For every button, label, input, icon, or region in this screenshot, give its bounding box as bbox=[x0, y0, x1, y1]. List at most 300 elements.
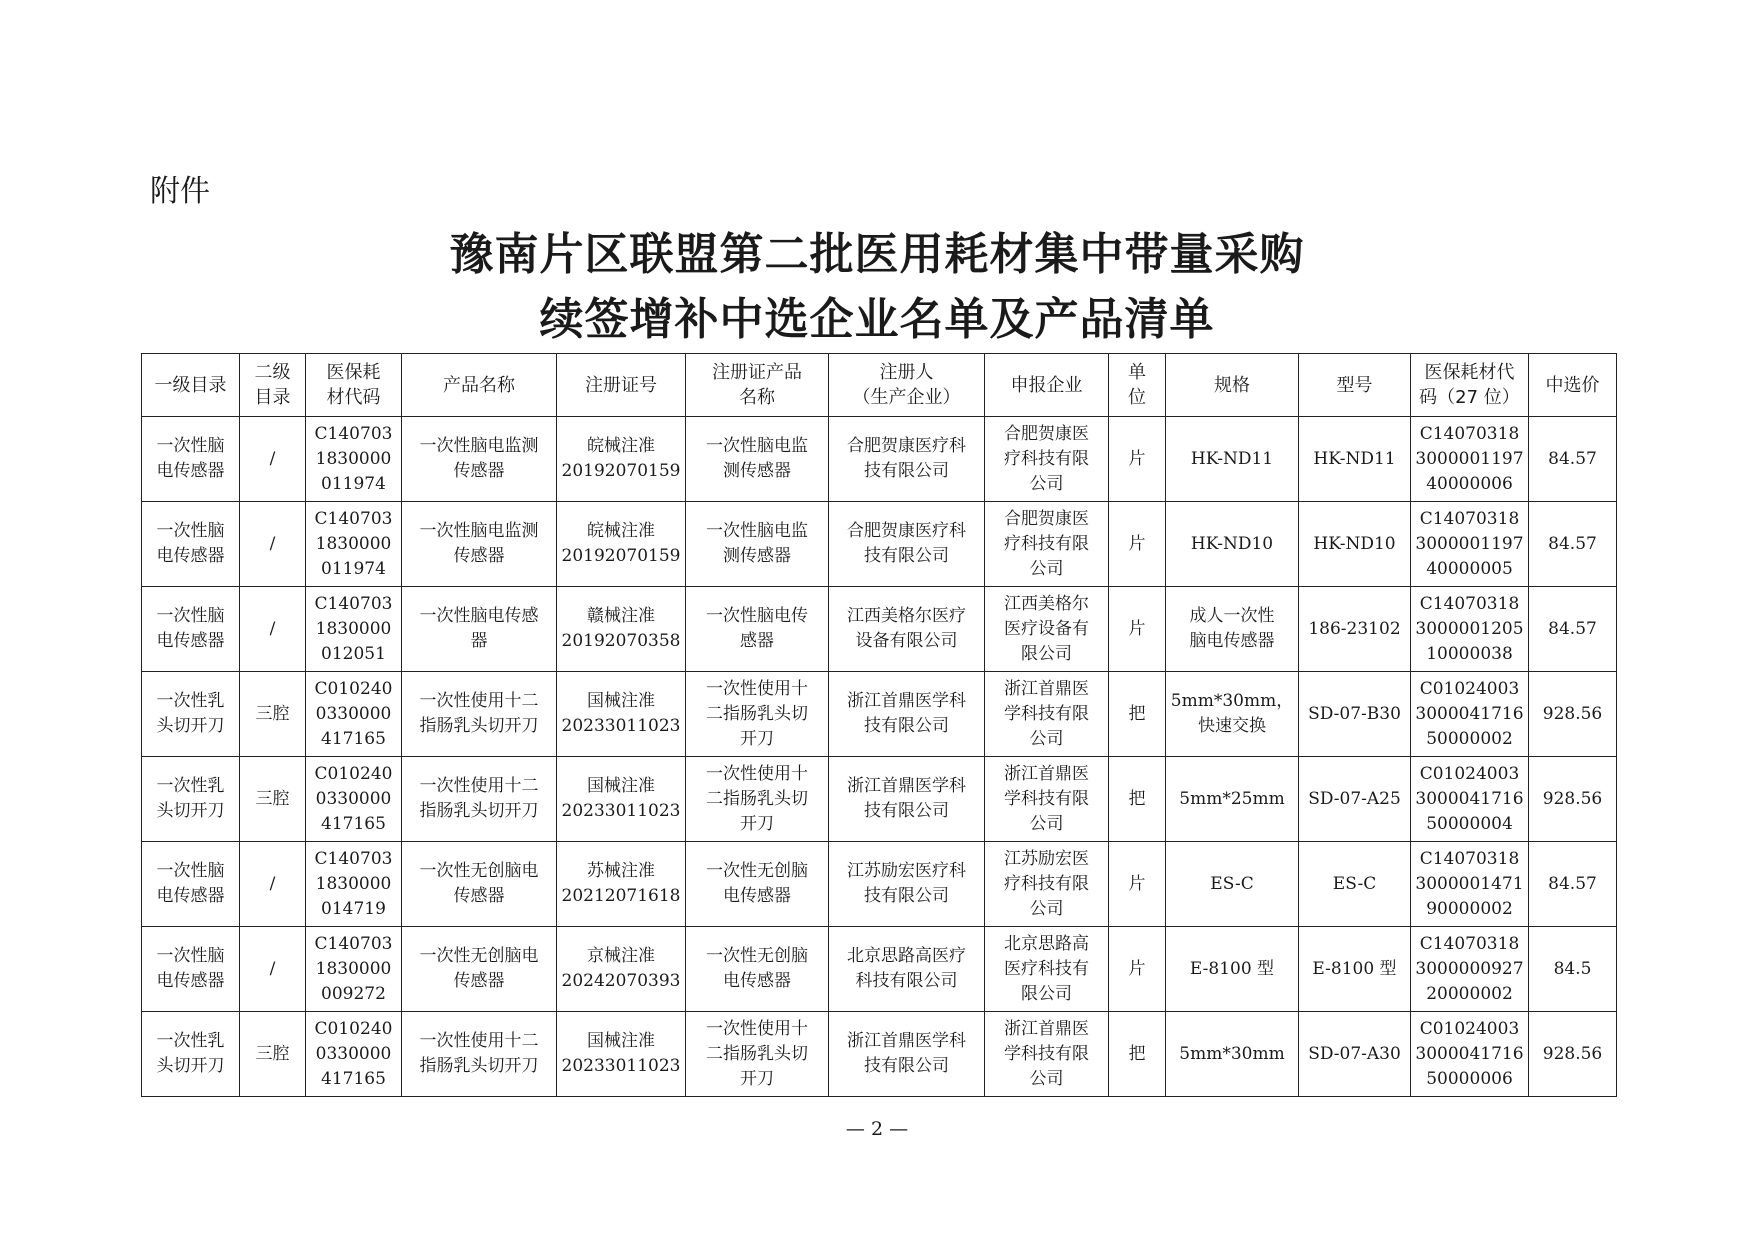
column-header bbox=[829, 354, 985, 417]
cell-line: 传感器 bbox=[453, 971, 505, 991]
cell-line: 码（27 位） bbox=[1419, 387, 1520, 408]
cell-line: 20212071618 bbox=[561, 886, 681, 906]
table-cell bbox=[306, 587, 402, 672]
cell-line: 一次性使用十 bbox=[706, 1018, 808, 1039]
cell-line: 3000001205 bbox=[1415, 618, 1524, 639]
cell-line: 开刀 bbox=[740, 813, 774, 834]
table-cell bbox=[985, 757, 1109, 842]
table-cell bbox=[686, 502, 829, 587]
cell-line: ES-C bbox=[1210, 873, 1254, 894]
cell-line: 一次性脑电传 bbox=[706, 606, 808, 626]
table-cell bbox=[829, 502, 985, 587]
cell-line: 疗科技有限 bbox=[1004, 448, 1089, 469]
cell-line: 规格 bbox=[1214, 374, 1250, 396]
cell-line: 3000000927 bbox=[1415, 958, 1524, 979]
cell-line: 50000006 bbox=[1426, 1068, 1513, 1089]
cell-line: 10000038 bbox=[1426, 643, 1513, 664]
table-cell bbox=[985, 672, 1109, 757]
table-cell bbox=[306, 417, 402, 502]
cell-line: 浙江首鼎医 bbox=[1004, 763, 1089, 784]
cell-line: 电传感器 bbox=[156, 546, 225, 566]
table-cell bbox=[985, 927, 1109, 1012]
cell-line: 传感器 bbox=[453, 546, 505, 566]
table-cell bbox=[985, 587, 1109, 672]
table-row bbox=[142, 927, 1617, 1012]
column-header bbox=[1299, 354, 1411, 417]
cell-line: 一次性脑电监 bbox=[706, 436, 808, 456]
table-cell bbox=[1109, 417, 1166, 502]
table-cell bbox=[686, 757, 829, 842]
table-cell bbox=[1529, 587, 1617, 672]
cell-line: 011974 bbox=[321, 558, 386, 579]
cell-line: 3000001471 bbox=[1415, 873, 1524, 894]
cell-line: 片 bbox=[1128, 618, 1146, 639]
cell-line: 417165 bbox=[321, 813, 386, 834]
table-cell bbox=[240, 417, 306, 502]
cell-line: 一次性无创脑电 bbox=[419, 946, 539, 966]
table-cell bbox=[306, 672, 402, 757]
cell-line: 一次性脑电监测 bbox=[419, 436, 539, 456]
cell-line: 技有限公司 bbox=[864, 546, 949, 566]
cell-line: C01024003 bbox=[1419, 763, 1520, 784]
table-cell bbox=[142, 502, 240, 587]
cell-line: 一次性无创脑 bbox=[706, 946, 808, 966]
table-cell bbox=[985, 502, 1109, 587]
table-cell bbox=[1166, 757, 1299, 842]
table-cell bbox=[1166, 1012, 1299, 1097]
table-body bbox=[142, 417, 1617, 1097]
cell-line: 20233011023 bbox=[561, 716, 681, 736]
cell-line: 皖械注准 bbox=[587, 521, 655, 541]
cell-line: 头切开刀 bbox=[156, 716, 225, 736]
column-header bbox=[240, 354, 306, 417]
cell-line: 二指肠乳头切 bbox=[706, 788, 808, 809]
cell-line: 电传感器 bbox=[156, 886, 225, 906]
cell-line: 测传感器 bbox=[723, 546, 791, 566]
table-cell bbox=[829, 842, 985, 927]
cell-line: 疗科技有限 bbox=[1004, 533, 1089, 554]
cell-line: C140703 bbox=[314, 593, 393, 614]
column-header bbox=[557, 354, 686, 417]
cell-line: 0330000 bbox=[315, 788, 392, 809]
table-cell bbox=[557, 417, 686, 502]
cell-line: C01024003 bbox=[1419, 1018, 1520, 1039]
cell-line: 头切开刀 bbox=[156, 801, 225, 821]
table-cell bbox=[1109, 672, 1166, 757]
table-cell bbox=[402, 672, 557, 757]
table-cell bbox=[402, 587, 557, 672]
cell-line: SD-07-B30 bbox=[1308, 703, 1401, 724]
cell-line: 一次性乳 bbox=[156, 1031, 225, 1051]
cell-line: 一次性无创脑电 bbox=[419, 861, 539, 881]
table-cell bbox=[557, 757, 686, 842]
cell-line: 合肥贺康医 bbox=[1004, 508, 1089, 529]
cell-line: 20242070393 bbox=[561, 971, 681, 991]
cell-line: 技有限公司 bbox=[864, 1056, 949, 1076]
cell-line: 3000001197 bbox=[1415, 448, 1524, 469]
cell-line: 电传感器 bbox=[156, 461, 225, 481]
table-header-row bbox=[142, 354, 1617, 417]
cell-line: C14070318 bbox=[1419, 593, 1520, 614]
page-number: — 2 — bbox=[845, 1118, 909, 1140]
cell-line: 一次性脑电监测 bbox=[419, 521, 539, 541]
cell-line: 1830000 bbox=[315, 533, 392, 554]
cell-line: 公司 bbox=[1029, 558, 1064, 579]
cell-line: 器 bbox=[470, 631, 488, 651]
cell-line: 20192070358 bbox=[561, 631, 681, 651]
table-cell bbox=[1411, 587, 1529, 672]
cell-line: 3000041716 bbox=[1415, 1043, 1524, 1064]
cell-line: E-8100 型 bbox=[1312, 958, 1397, 979]
cell-line: / bbox=[269, 873, 276, 894]
cell-line: 电传感器 bbox=[723, 886, 791, 906]
cell-line: 20192070159 bbox=[561, 546, 681, 566]
table-cell bbox=[557, 1012, 686, 1097]
table-cell bbox=[402, 1012, 557, 1097]
table-cell bbox=[1411, 1012, 1529, 1097]
cell-line: C140703 bbox=[314, 848, 393, 869]
column-header bbox=[1411, 354, 1529, 417]
cell-line: 84.57 bbox=[1548, 618, 1597, 639]
cell-line: 指肠乳头切开刀 bbox=[419, 1056, 539, 1076]
cell-line: 20233011023 bbox=[561, 801, 681, 821]
cell-line: C010240 bbox=[314, 678, 393, 699]
cell-line: 三腔 bbox=[255, 703, 290, 724]
cell-line: 疗科技有限 bbox=[1004, 873, 1089, 894]
cell-line: 3000041716 bbox=[1415, 703, 1524, 724]
table-cell bbox=[306, 1012, 402, 1097]
cell-line: C140703 bbox=[314, 423, 393, 444]
cell-line: 公司 bbox=[1029, 728, 1064, 749]
cell-line: 1830000 bbox=[315, 873, 392, 894]
cell-line: C140703 bbox=[314, 933, 393, 954]
cell-line: 84.57 bbox=[1548, 448, 1597, 469]
table-cell bbox=[240, 502, 306, 587]
cell-line: 注册人 bbox=[879, 362, 934, 383]
table-cell bbox=[686, 417, 829, 502]
table-cell bbox=[1529, 417, 1617, 502]
table-cell bbox=[1411, 672, 1529, 757]
cell-line: 928.56 bbox=[1542, 703, 1603, 724]
cell-line: 一次性使用十 bbox=[706, 763, 808, 784]
cell-line: 1830000 bbox=[315, 448, 392, 469]
cell-line: 科技有限公司 bbox=[855, 971, 958, 991]
cell-line: 3000001197 bbox=[1415, 533, 1524, 554]
cell-line: 感器 bbox=[740, 631, 774, 651]
cell-line: 三腔 bbox=[255, 1043, 290, 1064]
table-cell bbox=[1529, 757, 1617, 842]
cell-line: 一次性使用十二 bbox=[419, 776, 539, 796]
cell-line: 学科技有限 bbox=[1004, 788, 1089, 809]
table-cell bbox=[829, 417, 985, 502]
cell-line: 20000002 bbox=[1426, 983, 1513, 1004]
cell-line: 公司 bbox=[1029, 473, 1064, 494]
table-cell bbox=[1299, 672, 1411, 757]
column-header bbox=[985, 354, 1109, 417]
table-cell bbox=[240, 927, 306, 1012]
table-cell bbox=[1109, 502, 1166, 587]
cell-line: 1830000 bbox=[315, 618, 392, 639]
table-cell bbox=[557, 672, 686, 757]
cell-line: 申报企业 bbox=[1010, 374, 1083, 396]
table-cell bbox=[1299, 587, 1411, 672]
cell-line: 医疗科技有 bbox=[1004, 958, 1089, 979]
cell-line: 84.5 bbox=[1553, 958, 1592, 979]
cell-line: 40000005 bbox=[1426, 558, 1513, 579]
table-cell bbox=[1299, 757, 1411, 842]
cell-line: 测传感器 bbox=[723, 461, 791, 481]
table-cell bbox=[306, 842, 402, 927]
cell-line: 北京思路高医疗 bbox=[847, 946, 966, 966]
cell-line: 二级 bbox=[254, 362, 291, 383]
column-header bbox=[686, 354, 829, 417]
table-cell bbox=[1109, 1012, 1166, 1097]
cell-line: 0330000 bbox=[315, 1043, 392, 1064]
cell-line: 011974 bbox=[321, 473, 386, 494]
cell-line: 型号 bbox=[1336, 374, 1373, 396]
cell-line: 公司 bbox=[1029, 898, 1064, 919]
cell-line: 一次性脑电传感 bbox=[419, 606, 539, 626]
cell-line: （生产企业） bbox=[852, 387, 961, 408]
table-cell bbox=[1299, 417, 1411, 502]
cell-line: 中选价 bbox=[1545, 374, 1600, 396]
cell-line: 赣械注准 bbox=[587, 606, 655, 626]
cell-line: 技有限公司 bbox=[864, 716, 949, 736]
table-cell bbox=[829, 1012, 985, 1097]
table-cell bbox=[1109, 757, 1166, 842]
table-cell bbox=[402, 927, 557, 1012]
table-row bbox=[142, 502, 1617, 587]
cell-line: 电传感器 bbox=[156, 971, 225, 991]
cell-line: 一次性使用十 bbox=[706, 678, 808, 699]
table-row bbox=[142, 757, 1617, 842]
cell-line: 5mm*25mm bbox=[1179, 788, 1285, 809]
table-cell bbox=[240, 1012, 306, 1097]
table-cell bbox=[402, 757, 557, 842]
table-cell bbox=[686, 1012, 829, 1097]
cell-line: 一次性乳 bbox=[156, 691, 225, 711]
cell-line: 50000004 bbox=[1426, 813, 1513, 834]
cell-line: 注册证产品 bbox=[712, 362, 802, 383]
table-cell bbox=[306, 757, 402, 842]
cell-line: 单 bbox=[1128, 362, 1146, 383]
cell-line: C140703 bbox=[314, 508, 393, 529]
table-cell bbox=[557, 927, 686, 1012]
cell-line: 公司 bbox=[1029, 1068, 1064, 1089]
cell-line: / bbox=[269, 618, 276, 639]
cell-line: 注册证号 bbox=[585, 374, 657, 396]
table-cell bbox=[1109, 587, 1166, 672]
cell-line: 3000041716 bbox=[1415, 788, 1524, 809]
table-cell bbox=[1529, 502, 1617, 587]
cell-line: 片 bbox=[1128, 958, 1146, 979]
cell-line: 设备有限公司 bbox=[855, 631, 958, 651]
table-cell bbox=[1299, 502, 1411, 587]
cell-line: HK-ND11 bbox=[1313, 448, 1396, 469]
table-cell bbox=[1299, 842, 1411, 927]
cell-line: 把 bbox=[1128, 788, 1146, 809]
table-cell bbox=[686, 587, 829, 672]
cell-line: 江西美格尔医疗 bbox=[847, 606, 966, 626]
cell-line: 浙江首鼎医 bbox=[1004, 1018, 1089, 1039]
cell-line: 1830000 bbox=[315, 958, 392, 979]
cell-line: 技有限公司 bbox=[864, 801, 949, 821]
cell-line: HK-ND11 bbox=[1190, 448, 1274, 469]
cell-line: 90000002 bbox=[1426, 898, 1513, 919]
column-header bbox=[1529, 354, 1617, 417]
table-cell bbox=[1529, 1012, 1617, 1097]
cell-line: 20192070159 bbox=[561, 461, 681, 481]
attachment-label: 附件 bbox=[150, 174, 210, 209]
cell-line: C010240 bbox=[314, 1018, 393, 1039]
table-cell bbox=[142, 842, 240, 927]
table-row bbox=[142, 1012, 1617, 1097]
table-cell bbox=[240, 672, 306, 757]
cell-line: 片 bbox=[1128, 533, 1146, 554]
table-cell bbox=[686, 672, 829, 757]
cell-line: 一次性脑 bbox=[156, 521, 225, 541]
table-cell bbox=[1529, 927, 1617, 1012]
table-cell bbox=[402, 417, 557, 502]
table-cell bbox=[1411, 502, 1529, 587]
cell-line: SD-07-A30 bbox=[1308, 1043, 1401, 1064]
table-cell bbox=[142, 1012, 240, 1097]
cell-line: 快速交换 bbox=[1198, 716, 1266, 736]
column-header bbox=[1166, 354, 1299, 417]
cell-line: 材代码 bbox=[326, 387, 381, 408]
table-cell bbox=[1166, 842, 1299, 927]
cell-line: 浙江首鼎医学科 bbox=[847, 1031, 966, 1051]
table-cell bbox=[985, 417, 1109, 502]
cell-line: 技有限公司 bbox=[864, 886, 949, 906]
cell-line: C010240 bbox=[314, 763, 393, 784]
cell-line: 京械注准 bbox=[587, 946, 655, 966]
table-cell bbox=[402, 502, 557, 587]
cell-line: 浙江首鼎医 bbox=[1004, 678, 1089, 699]
cell-line: 一次性使用十二 bbox=[419, 691, 539, 711]
cell-line: 国械注准 bbox=[587, 691, 655, 711]
cell-line: 指肠乳头切开刀 bbox=[419, 801, 539, 821]
cell-line: C14070318 bbox=[1419, 508, 1520, 529]
table-cell bbox=[306, 927, 402, 1012]
cell-line: 传感器 bbox=[453, 886, 505, 906]
cell-line: 0330000 bbox=[315, 703, 392, 724]
cell-line: 一次性乳 bbox=[156, 776, 225, 796]
cell-line: 186-23102 bbox=[1308, 618, 1401, 639]
cell-line: 北京思路高 bbox=[1004, 933, 1089, 954]
table-cell bbox=[1166, 927, 1299, 1012]
table-cell bbox=[240, 757, 306, 842]
cell-line: 传感器 bbox=[453, 461, 505, 481]
cell-line: C14070318 bbox=[1419, 423, 1520, 444]
cell-line: 产品名称 bbox=[443, 374, 515, 396]
cell-line: 公司 bbox=[1029, 813, 1064, 834]
cell-line: 84.57 bbox=[1548, 533, 1597, 554]
cell-line: 一次性无创脑 bbox=[706, 861, 808, 881]
cell-line: 84.57 bbox=[1548, 873, 1597, 894]
cell-line: 皖械注准 bbox=[587, 436, 655, 456]
column-header bbox=[306, 354, 402, 417]
table-cell bbox=[985, 1012, 1109, 1097]
cell-line: 片 bbox=[1128, 873, 1146, 894]
cell-line: 417165 bbox=[321, 728, 386, 749]
cell-line: 开刀 bbox=[740, 728, 774, 749]
cell-line: 限公司 bbox=[1021, 643, 1072, 664]
cell-line: 苏械注准 bbox=[587, 861, 655, 881]
table-cell bbox=[240, 587, 306, 672]
cell-line: 928.56 bbox=[1542, 1043, 1603, 1064]
table-cell bbox=[1166, 502, 1299, 587]
table-cell bbox=[1529, 672, 1617, 757]
table-row bbox=[142, 842, 1617, 927]
cell-line: 成人一次性 bbox=[1189, 606, 1275, 626]
table-cell bbox=[1109, 927, 1166, 1012]
cell-line: 417165 bbox=[321, 1068, 386, 1089]
cell-line: C01024003 bbox=[1419, 678, 1520, 699]
table-cell bbox=[1109, 842, 1166, 927]
cell-line: 医保耗 bbox=[326, 362, 381, 383]
cell-line: 电传感器 bbox=[723, 971, 791, 991]
cell-line: 一次性脑 bbox=[156, 606, 225, 626]
table-cell bbox=[1166, 417, 1299, 502]
cell-line: E-8100 型 bbox=[1189, 958, 1275, 979]
cell-line: ES-C bbox=[1332, 873, 1377, 894]
table-cell bbox=[829, 927, 985, 1012]
table-cell bbox=[142, 587, 240, 672]
table-cell bbox=[142, 672, 240, 757]
table-cell bbox=[1166, 672, 1299, 757]
product-list-table bbox=[141, 353, 1617, 1097]
column-header bbox=[1109, 354, 1166, 417]
cell-line: 一次性脑 bbox=[156, 861, 225, 881]
cell-line: 江西美格尔 bbox=[1004, 593, 1089, 614]
cell-line: 一次性脑 bbox=[156, 436, 225, 456]
cell-line: 指肠乳头切开刀 bbox=[419, 716, 539, 736]
cell-line: 012051 bbox=[321, 643, 386, 664]
cell-line: 开刀 bbox=[740, 1068, 774, 1089]
cell-line: HK-ND10 bbox=[1190, 533, 1274, 554]
table-cell bbox=[142, 927, 240, 1012]
cell-line: 一次性脑电监 bbox=[706, 521, 808, 541]
cell-line: 合肥贺康医疗科 bbox=[847, 521, 966, 541]
cell-line: 50000002 bbox=[1426, 728, 1513, 749]
cell-line: 浙江首鼎医学科 bbox=[847, 776, 966, 796]
table-cell bbox=[1411, 927, 1529, 1012]
cell-line: 把 bbox=[1128, 1043, 1146, 1064]
table-cell bbox=[557, 842, 686, 927]
cell-line: 位 bbox=[1128, 387, 1146, 408]
table-cell bbox=[1411, 757, 1529, 842]
cell-line: / bbox=[269, 958, 276, 979]
cell-line: 头切开刀 bbox=[156, 1056, 225, 1076]
cell-line: 学科技有限 bbox=[1004, 1043, 1089, 1064]
document-title-line-1: 豫南片区联盟第二批医用耗材集中带量采购 bbox=[449, 229, 1305, 280]
table-cell bbox=[1299, 1012, 1411, 1097]
cell-line: 一次性脑 bbox=[156, 946, 225, 966]
cell-line: 国械注准 bbox=[587, 1031, 655, 1051]
cell-line: 技有限公司 bbox=[864, 461, 949, 481]
cell-line: 医保耗材代 bbox=[1424, 362, 1515, 383]
table-row bbox=[142, 417, 1617, 502]
table-cell bbox=[402, 842, 557, 927]
cell-line: HK-ND10 bbox=[1313, 533, 1396, 554]
table-cell bbox=[686, 927, 829, 1012]
table-cell bbox=[1299, 927, 1411, 1012]
table-row bbox=[142, 587, 1617, 672]
cell-line: 江苏励宏医疗科 bbox=[847, 861, 966, 881]
cell-line: 合肥贺康医 bbox=[1004, 423, 1089, 444]
cell-line: / bbox=[269, 448, 276, 469]
